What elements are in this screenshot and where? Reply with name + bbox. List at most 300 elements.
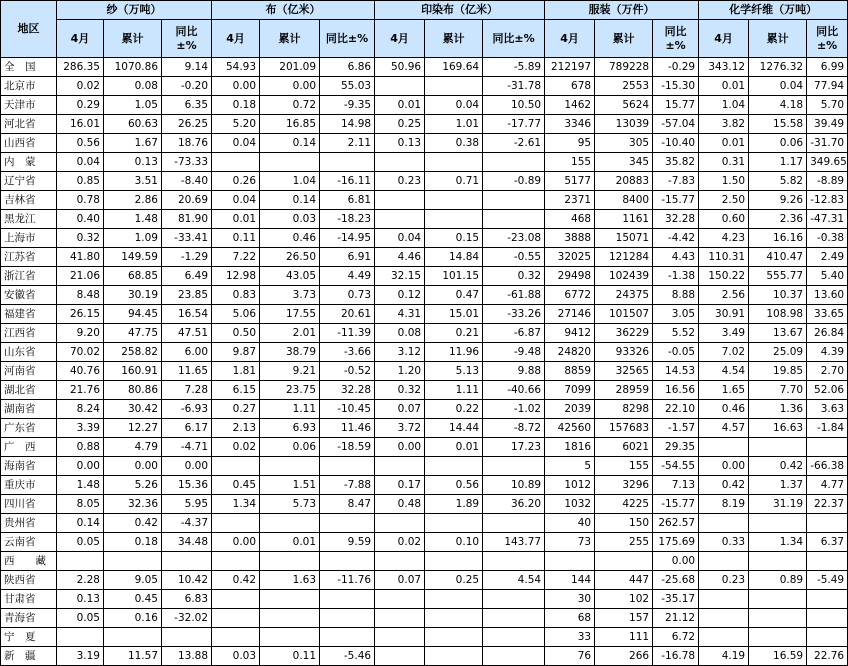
value-cell: 5.40 <box>807 267 848 286</box>
value-cell: 6.35 <box>162 96 212 115</box>
region-cell: 青海省 <box>1 609 57 628</box>
value-cell: 15.36 <box>162 476 212 495</box>
printed-cumulative-header: 累计 <box>425 20 483 58</box>
value-cell: -0.20 <box>162 77 212 96</box>
value-cell: 16.59 <box>749 647 807 666</box>
value-cell <box>699 552 749 571</box>
value-cell: 0.47 <box>425 286 483 305</box>
value-cell: 14.44 <box>425 419 483 438</box>
value-cell: 0.31 <box>699 153 749 172</box>
value-cell: 3296 <box>595 476 653 495</box>
value-cell <box>425 514 483 533</box>
value-cell: 2.86 <box>104 191 162 210</box>
value-cell <box>375 552 425 571</box>
value-cell <box>425 153 483 172</box>
value-cell <box>425 552 483 571</box>
value-cell: 101507 <box>595 305 653 324</box>
value-cell: 8400 <box>595 191 653 210</box>
value-cell: 22.37 <box>807 495 848 514</box>
value-cell: 0.01 <box>699 77 749 96</box>
value-cell: 93326 <box>595 343 653 362</box>
value-cell: 6021 <box>595 438 653 457</box>
value-cell: -0.52 <box>320 362 375 381</box>
value-cell: 43.05 <box>260 267 320 286</box>
value-cell: -66.38 <box>807 457 848 476</box>
value-cell: 23.75 <box>260 381 320 400</box>
region-cell: 山西省 <box>1 134 57 153</box>
value-cell: 13.88 <box>162 647 212 666</box>
value-cell: -10.45 <box>320 400 375 419</box>
value-cell: -32.02 <box>162 609 212 628</box>
value-cell: -7.88 <box>320 476 375 495</box>
value-cell: -16.11 <box>320 172 375 191</box>
value-cell: 15.77 <box>653 96 699 115</box>
value-cell: 0.04 <box>375 229 425 248</box>
value-cell: 0.02 <box>375 533 425 552</box>
header-row-subcolumns <box>1 20 848 58</box>
value-cell: -0.38 <box>807 229 848 248</box>
value-cell: -10.40 <box>653 134 699 153</box>
table-row <box>1 647 848 666</box>
value-cell: 76 <box>545 647 595 666</box>
value-cell: 1.63 <box>260 571 320 590</box>
value-cell: -15.30 <box>653 77 699 96</box>
value-cell: 14.84 <box>425 248 483 267</box>
group-header-printed-cloth: 印染布（亿米） <box>375 1 545 20</box>
region-cell: 北京市 <box>1 77 57 96</box>
value-cell: 8298 <box>595 400 653 419</box>
value-cell: 47.51 <box>162 324 212 343</box>
value-cell: 0.45 <box>212 476 260 495</box>
value-cell: 4.57 <box>699 419 749 438</box>
value-cell: 41.80 <box>57 248 104 267</box>
value-cell: 1.17 <box>749 153 807 172</box>
value-cell: 1.48 <box>104 210 162 229</box>
value-cell: 0.42 <box>212 571 260 590</box>
value-cell: 1070.86 <box>104 58 162 77</box>
value-cell: 68.85 <box>104 267 162 286</box>
value-cell: 1.51 <box>260 476 320 495</box>
value-cell: 7.02 <box>699 343 749 362</box>
value-cell <box>320 628 375 647</box>
value-cell: 1.67 <box>104 134 162 153</box>
table-row <box>1 96 848 115</box>
region-cell: 宁 夏 <box>1 628 57 647</box>
value-cell: 11.96 <box>425 343 483 362</box>
value-cell: 2.49 <box>807 248 848 267</box>
value-cell: -9.35 <box>320 96 375 115</box>
value-cell: 20.69 <box>162 191 212 210</box>
table-row <box>1 457 848 476</box>
value-cell: 5.70 <box>807 96 848 115</box>
region-cell: 福建省 <box>1 305 57 324</box>
value-cell: 8.19 <box>699 495 749 514</box>
value-cell: 16.56 <box>653 381 699 400</box>
value-cell: 1161 <box>595 210 653 229</box>
value-cell: 0.32 <box>375 381 425 400</box>
value-cell <box>483 457 545 476</box>
value-cell: 6.93 <box>260 419 320 438</box>
value-cell <box>807 438 848 457</box>
value-cell <box>260 628 320 647</box>
table-row <box>1 362 848 381</box>
value-cell: 1.09 <box>104 229 162 248</box>
value-cell: 55.03 <box>320 77 375 96</box>
value-cell: 1.11 <box>425 381 483 400</box>
value-cell: 0.01 <box>425 438 483 457</box>
value-cell: -17.77 <box>483 115 545 134</box>
value-cell: 305 <box>595 134 653 153</box>
value-cell: 0.23 <box>699 571 749 590</box>
value-cell: 5.20 <box>212 115 260 134</box>
value-cell: 0.11 <box>260 647 320 666</box>
value-cell: 157 <box>595 609 653 628</box>
value-cell: 5 <box>545 457 595 476</box>
table-row <box>1 134 848 153</box>
region-cell: 湖北省 <box>1 381 57 400</box>
region-cell: 辽宁省 <box>1 172 57 191</box>
value-cell <box>483 609 545 628</box>
value-cell: 24820 <box>545 343 595 362</box>
value-cell: 0.15 <box>425 229 483 248</box>
value-cell: 1.89 <box>425 495 483 514</box>
value-cell: 0.33 <box>699 533 749 552</box>
value-cell: 0.50 <box>212 324 260 343</box>
region-cell: 江西省 <box>1 324 57 343</box>
table-row <box>1 495 848 514</box>
value-cell: 22.76 <box>807 647 848 666</box>
value-cell: 0.02 <box>57 77 104 96</box>
value-cell <box>375 628 425 647</box>
value-cell: 10.42 <box>162 571 212 590</box>
value-cell: 0.04 <box>425 96 483 115</box>
value-cell: 32565 <box>595 362 653 381</box>
value-cell: 9.21 <box>260 362 320 381</box>
value-cell: 8.88 <box>653 286 699 305</box>
value-cell <box>425 647 483 666</box>
value-cell: 3.39 <box>57 419 104 438</box>
value-cell: 555.77 <box>749 267 807 286</box>
value-cell <box>483 647 545 666</box>
value-cell: 10.50 <box>483 96 545 115</box>
value-cell: 68 <box>545 609 595 628</box>
value-cell: 3.19 <box>57 647 104 666</box>
value-cell <box>162 552 212 571</box>
value-cell <box>260 153 320 172</box>
value-cell: 36229 <box>595 324 653 343</box>
region-cell: 天津市 <box>1 96 57 115</box>
value-cell: 5.06 <box>212 305 260 324</box>
value-cell: 12.27 <box>104 419 162 438</box>
fiber-month-header: 4月 <box>699 20 749 58</box>
value-cell <box>212 153 260 172</box>
value-cell: -31.78 <box>483 77 545 96</box>
value-cell: 0.27 <box>212 400 260 419</box>
value-cell: 286.35 <box>57 58 104 77</box>
value-cell: -5.46 <box>320 647 375 666</box>
region-cell: 浙江省 <box>1 267 57 286</box>
value-cell: -33.26 <box>483 305 545 324</box>
value-cell: 1.11 <box>260 400 320 419</box>
value-cell <box>699 609 749 628</box>
value-cell: 4225 <box>595 495 653 514</box>
value-cell: 2.50 <box>699 191 749 210</box>
table-row <box>1 267 848 286</box>
region-cell: 海南省 <box>1 457 57 476</box>
value-cell: 6.15 <box>212 381 260 400</box>
value-cell: 349.65 <box>807 153 848 172</box>
value-cell: 80.86 <box>104 381 162 400</box>
region-cell: 重庆市 <box>1 476 57 495</box>
value-cell: 26.15 <box>57 305 104 324</box>
value-cell: 33.65 <box>807 305 848 324</box>
table-row <box>1 476 848 495</box>
value-cell: 16.63 <box>749 419 807 438</box>
value-cell <box>57 628 104 647</box>
value-cell: 6.00 <box>162 343 212 362</box>
value-cell <box>425 77 483 96</box>
value-cell: 3.72 <box>375 419 425 438</box>
value-cell: 32.28 <box>320 381 375 400</box>
value-cell: 1.20 <box>375 362 425 381</box>
value-cell <box>260 590 320 609</box>
value-cell: 6.86 <box>320 58 375 77</box>
region-cell: 河北省 <box>1 115 57 134</box>
value-cell <box>595 552 653 571</box>
value-cell: 5.82 <box>749 172 807 191</box>
value-cell: 32.36 <box>104 495 162 514</box>
value-cell: 4.46 <box>375 248 425 267</box>
value-cell: 0.03 <box>212 647 260 666</box>
value-cell: 3.49 <box>699 324 749 343</box>
value-cell: -14.95 <box>320 229 375 248</box>
value-cell <box>260 609 320 628</box>
printed-month-header: 4月 <box>375 20 425 58</box>
value-cell: 70.02 <box>57 343 104 362</box>
value-cell: 0.04 <box>212 191 260 210</box>
value-cell: 0.12 <box>375 286 425 305</box>
value-cell: -57.04 <box>653 115 699 134</box>
value-cell: -5.89 <box>483 58 545 77</box>
fiber-cumulative-header: 累计 <box>749 20 807 58</box>
value-cell: 2371 <box>545 191 595 210</box>
value-cell: 5.52 <box>653 324 699 343</box>
value-cell: 266 <box>595 647 653 666</box>
value-cell: 81.90 <box>162 210 212 229</box>
value-cell: 20883 <box>595 172 653 191</box>
value-cell: 6.17 <box>162 419 212 438</box>
value-cell: 1816 <box>545 438 595 457</box>
region-cell: 云南省 <box>1 533 57 552</box>
value-cell: 5.26 <box>104 476 162 495</box>
value-cell: 2039 <box>545 400 595 419</box>
region-cell: 吉林省 <box>1 191 57 210</box>
value-cell: 10.37 <box>749 286 807 305</box>
value-cell: 0.06 <box>749 134 807 153</box>
value-cell: 0.88 <box>57 438 104 457</box>
value-cell <box>483 210 545 229</box>
table-row <box>1 210 848 229</box>
value-cell: 0.04 <box>212 134 260 153</box>
group-header-yarn: 纱（万吨） <box>57 1 212 20</box>
value-cell: 0.29 <box>57 96 104 115</box>
value-cell: -11.39 <box>320 324 375 343</box>
value-cell: -1.38 <box>653 267 699 286</box>
value-cell: 2553 <box>595 77 653 96</box>
value-cell: -54.55 <box>653 457 699 476</box>
value-cell: 4.54 <box>483 571 545 590</box>
value-cell <box>320 153 375 172</box>
value-cell <box>375 457 425 476</box>
value-cell: 0.60 <box>699 210 749 229</box>
printed-yoy-header: 同比±% <box>483 20 545 58</box>
value-cell <box>260 552 320 571</box>
value-cell: 50.96 <box>375 58 425 77</box>
value-cell: 255 <box>595 533 653 552</box>
value-cell: -2.61 <box>483 134 545 153</box>
value-cell: 7099 <box>545 381 595 400</box>
value-cell: -8.89 <box>807 172 848 191</box>
value-cell: 77.94 <box>807 77 848 96</box>
value-cell: 2.28 <box>57 571 104 590</box>
value-cell: 95 <box>545 134 595 153</box>
value-cell <box>545 552 595 571</box>
value-cell: -23.08 <box>483 229 545 248</box>
value-cell: -8.72 <box>483 419 545 438</box>
table-row <box>1 191 848 210</box>
value-cell: 23.85 <box>162 286 212 305</box>
value-cell: -25.68 <box>653 571 699 590</box>
value-cell: 0.14 <box>57 514 104 533</box>
value-cell: 6772 <box>545 286 595 305</box>
value-cell: 1.34 <box>749 533 807 552</box>
value-cell: 26.50 <box>260 248 320 267</box>
value-cell: 52.06 <box>807 381 848 400</box>
value-cell <box>320 457 375 476</box>
value-cell: 94.45 <box>104 305 162 324</box>
value-cell: 0.08 <box>104 77 162 96</box>
value-cell <box>749 514 807 533</box>
table-row <box>1 172 848 191</box>
garments-yoy-header: 同比 ±% <box>653 20 699 58</box>
value-cell <box>375 77 425 96</box>
value-cell: 9.14 <box>162 58 212 77</box>
value-cell <box>260 514 320 533</box>
value-cell: -0.29 <box>653 58 699 77</box>
value-cell: 121284 <box>595 248 653 267</box>
group-header-cloth: 布（亿米） <box>212 1 375 20</box>
value-cell: 2.56 <box>699 286 749 305</box>
value-cell: 201.09 <box>260 58 320 77</box>
value-cell: 1.37 <box>749 476 807 495</box>
value-cell: 1.36 <box>749 400 807 419</box>
table-row <box>1 229 848 248</box>
value-cell: 8859 <box>545 362 595 381</box>
value-cell: 0.07 <box>375 571 425 590</box>
region-cell: 湖南省 <box>1 400 57 419</box>
value-cell: 3346 <box>545 115 595 134</box>
value-cell: -1.29 <box>162 248 212 267</box>
value-cell: 0.42 <box>699 476 749 495</box>
value-cell: 0.00 <box>104 457 162 476</box>
value-cell: 29.35 <box>653 438 699 457</box>
value-cell: 0.56 <box>425 476 483 495</box>
value-cell: 26.84 <box>807 324 848 343</box>
value-cell: 29498 <box>545 267 595 286</box>
table-row <box>1 77 848 96</box>
value-cell <box>807 628 848 647</box>
value-cell: 150.22 <box>699 267 749 286</box>
value-cell <box>807 552 848 571</box>
value-cell: 34.48 <box>162 533 212 552</box>
value-cell: 25.09 <box>749 343 807 362</box>
value-cell: 14.53 <box>653 362 699 381</box>
value-cell: -6.93 <box>162 400 212 419</box>
value-cell: 7.28 <box>162 381 212 400</box>
value-cell: 410.47 <box>749 248 807 267</box>
value-cell: -73.33 <box>162 153 212 172</box>
value-cell: -1.84 <box>807 419 848 438</box>
value-cell: 169.64 <box>425 58 483 77</box>
value-cell: 2.11 <box>320 134 375 153</box>
value-cell: 0.07 <box>375 400 425 419</box>
table-row <box>1 286 848 305</box>
value-cell: 143.77 <box>483 533 545 552</box>
value-cell: 0.04 <box>57 153 104 172</box>
value-cell <box>483 514 545 533</box>
value-cell: 468 <box>545 210 595 229</box>
value-cell: 1032 <box>545 495 595 514</box>
group-header-garments: 服装（万件） <box>545 1 699 20</box>
value-cell: 16.16 <box>749 229 807 248</box>
value-cell: 10.89 <box>483 476 545 495</box>
value-cell: 14.98 <box>320 115 375 134</box>
value-cell <box>483 628 545 647</box>
value-cell: 0.32 <box>57 229 104 248</box>
value-cell: 60.63 <box>104 115 162 134</box>
value-cell: -15.77 <box>653 191 699 210</box>
value-cell: 40 <box>545 514 595 533</box>
value-cell: 0.21 <box>425 324 483 343</box>
value-cell <box>699 514 749 533</box>
value-cell: -15.77 <box>653 495 699 514</box>
value-cell: -9.48 <box>483 343 545 362</box>
value-cell: 0.06 <box>260 438 320 457</box>
value-cell: 9.05 <box>104 571 162 590</box>
value-cell: 0.00 <box>162 457 212 476</box>
value-cell: 4.79 <box>104 438 162 457</box>
value-cell: 1.50 <box>699 172 749 191</box>
value-cell: 4.39 <box>807 343 848 362</box>
value-cell: 678 <box>545 77 595 96</box>
value-cell <box>749 628 807 647</box>
value-cell: 0.01 <box>375 96 425 115</box>
value-cell: 212197 <box>545 58 595 77</box>
value-cell: 108.98 <box>749 305 807 324</box>
value-cell: 13.60 <box>807 286 848 305</box>
value-cell <box>425 210 483 229</box>
region-cell: 全 国 <box>1 58 57 77</box>
table-row <box>1 248 848 267</box>
region-cell: 新 疆 <box>1 647 57 666</box>
value-cell: 0.01 <box>212 210 260 229</box>
value-cell <box>57 552 104 571</box>
value-cell: 4.31 <box>375 305 425 324</box>
value-cell <box>375 609 425 628</box>
value-cell: -4.42 <box>653 229 699 248</box>
value-cell: 1.81 <box>212 362 260 381</box>
value-cell: 20.61 <box>320 305 375 324</box>
